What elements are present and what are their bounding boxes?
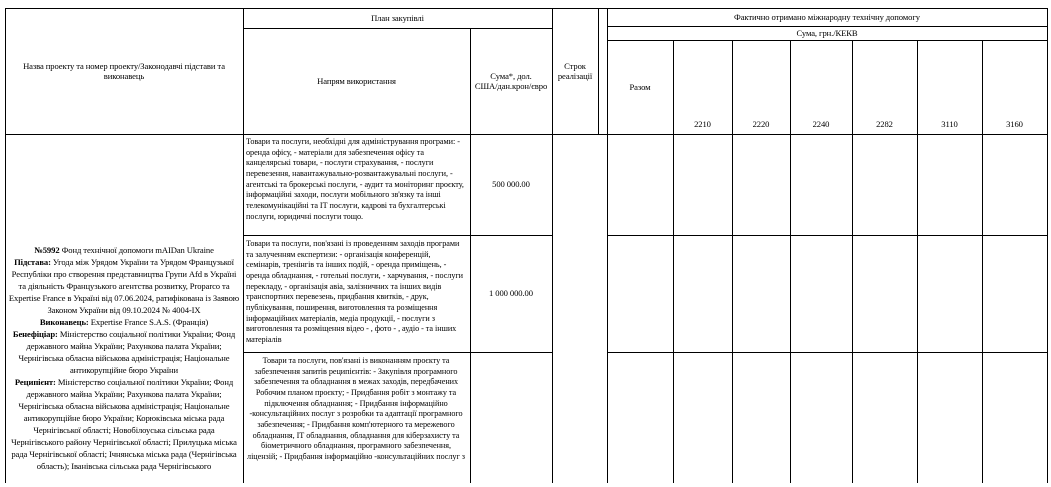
header-sum-kekv-group [608, 27, 1046, 39]
project-description-cell: №5992 Фонд технічної допомоги mAIDan Ukraine Підстава: Угода між Урядом України та Урядом Французької Республіки про створення представництва Групи Afd в Україні та діяльність Французького агентства розвитку, Proparco та Expertise France в Україні від 07.06.2024, ратифікована із Заявою Законом України від 09.10.2024 № 4004-IX Виконавець: Expertise France S.A.S. (Франція) Бенефіціар: Міністерство соціальної політики України; Фонд державного майна України; Рахункова палата України; Чернігівська обласна військова адміністрація; Національне антикорупційне бюро України Реципієнт: Міністерство соціальної політики України; Фонд державного майна України; Рахункова палата України; Чернігівська обласна військова адміністрація; Національне антикорупційне бюро України; Корюківська міська рада Чернігівської області; Новобілоуська сільська рада Чернігівського району Чернігівської області; Прилуцька міська рада Чернігівської області; Ічнянська міська рада (Чернігівська область); Іванівська сільська рада Чернігівського [8, 245, 240, 471]
kekv-code: 2282 [876, 118, 893, 129]
header-fact-received-group [608, 9, 1046, 25]
header-term-label: Строк реалізації [557, 60, 593, 81]
grid-line [598, 8, 599, 135]
amount-cell-row3 [471, 353, 551, 483]
kekv-code: 3160 [1006, 118, 1023, 129]
grid-line [1047, 8, 1048, 483]
header-fact-received-label: Фактично отримано міжнародну технічну допомогу [734, 11, 920, 22]
header-amount-label-line1: Сума*, дол. [490, 70, 532, 81]
direction-cell-row1: Товари та послуги, необхідні для адміністрування програми: - оренда офісу, - матеріали для забезпечення офісу та канцелярські товари, - послуги страхування, - послуги перевезення, навантажувально-розвантажувальні послуги, - агентські та брокерські послуги, - аудит та моніторинг проєкту, інформаційні заходи, послуги мобільного зв'язку та інші телекомунікаційні та ІТ послуги, кадрові та бухгалтерські послуги, юридичні послуги тощо. [246, 137, 464, 221]
header-total-label: Разом [629, 81, 651, 92]
header-amount-label-line2: США/дан.крон/євро [474, 81, 548, 91]
kekv-code: 2240 [812, 118, 830, 129]
kekv-code: 3110 [941, 118, 958, 129]
amount-value: 500 000.00 [492, 179, 530, 190]
header-procurement-plan-group [244, 9, 551, 27]
header-sum-kekv-label: Сума, грн./КЕКВ [796, 27, 858, 38]
header-procurement-plan-label: План закупівлі [371, 12, 424, 23]
kekv-code: 2210 [694, 118, 711, 129]
header-total-column [608, 41, 672, 133]
header-kekv-2282 [853, 41, 916, 133]
header-direction-column [244, 29, 469, 133]
header-kekv-2210 [674, 41, 731, 133]
amount-value: 1 000 000.00 [489, 288, 533, 299]
amount-cell-row1 [471, 135, 551, 234]
direction-cell-row3: Товари та послуги, пов'язані із виконанням проєкту та забезпечення запитів реципієнтів: - Закупівля програмного забезпечення та обладнання в межах заходів, передбачених Робочим планом проєкту; - Придбання робіт з монтажу та підключення обладнання; - Придбання інформаційно -консультаційних послуг з розробки та адаптації програмного забезпечення; - Придбання комп'ютерного та мережевого обладнання, ІТ обладнання, обладнання для кіберзахисту та біометричного обладнання, програмного забезпечення, ліцензій; - Придбання інформаційно -консультаційних послуг з [247, 356, 465, 461]
header-term-column [553, 9, 597, 133]
header-project-column [6, 9, 242, 133]
direction-cell-row2: Товари та послуги, пов'язані із проведенням заходів програми та залученням експертизи: - організація конференцій, семінарів, тренінгів та інших подій, - оренда приміщень, - оренда обладнання, - готельні послуги, - харчування, - послуги перекладу, - організація авіа, залізничних та інших видів транспортних перевезень, придбання квитків, - друк, публікування, поширення, виготовлення та розміщення інформаційних матеріалів, медіа продукції, - послуги з виготовлення та розміщення відео - , фото - , аудіо - та інших матеріалів [246, 239, 464, 344]
kekv-code: 2220 [752, 118, 770, 129]
header-project-column-label: Назва проекту та номер проекту/Законодавчі підстави та виконавець [23, 60, 225, 81]
header-amount-column [471, 29, 551, 133]
header-kekv-2220 [733, 41, 789, 133]
header-kekv-3160 [983, 41, 1046, 133]
header-kekv-3110 [918, 41, 981, 133]
header-direction-label: Напрям використання [317, 75, 396, 86]
header-kekv-2240 [791, 41, 851, 133]
amount-cell-row2 [471, 236, 551, 351]
